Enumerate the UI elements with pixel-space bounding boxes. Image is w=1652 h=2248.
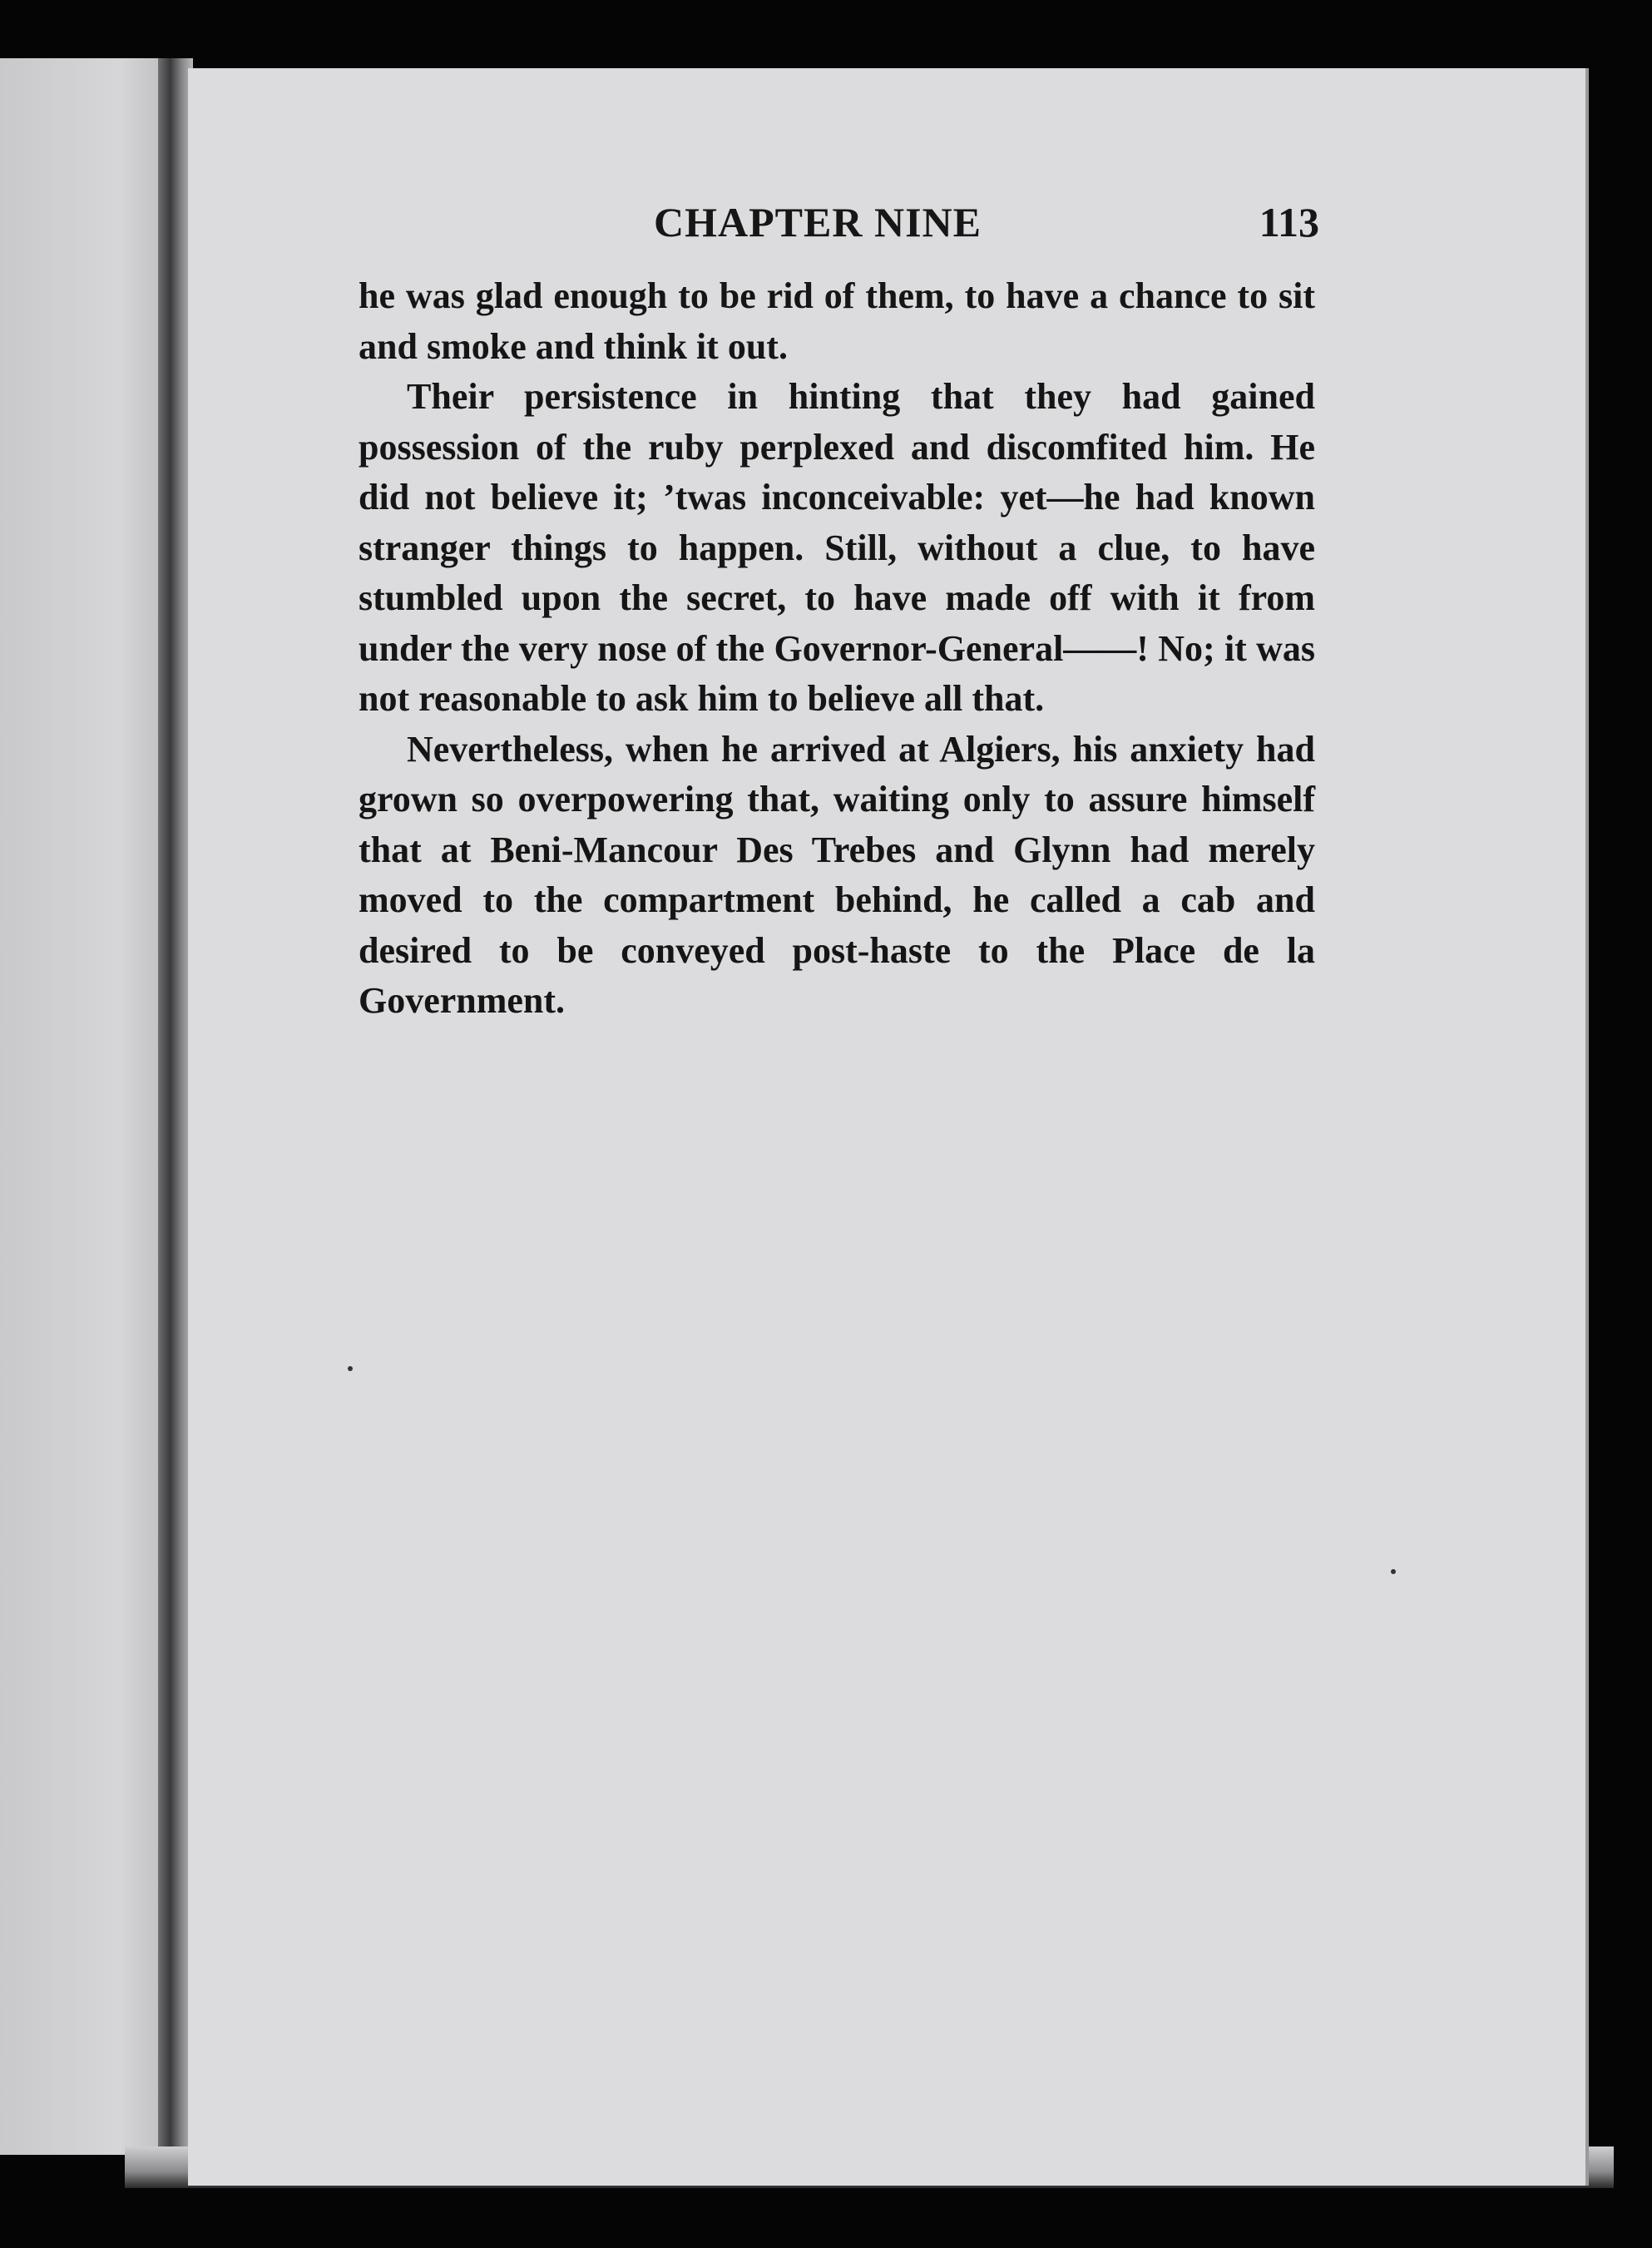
chapter-title: CHAPTER NINE [654, 199, 982, 245]
paragraph-2: Their persistence in hinting that they had gained possession of the ruby perplexed and discomfited him. He did not believe it; ’twas inconceivable: yet—he had known stranger things to happen. Still, without a clue, to have stumbled upon the secret, to have made off with it from under the very nose of the Governor-General——! No; it was not reasonable to ask him to believe all that. [359, 376, 1315, 719]
scan-speck [348, 1366, 353, 1371]
running-header [354, 198, 1319, 256]
left-page-edge [0, 58, 171, 2155]
page-number: 113 [1259, 199, 1319, 245]
body-text [359, 271, 1315, 1027]
paragraph-3: Nevertheless, when he arrived at Algiers, his anxiety had grown so overpowering that, waiting only to assure himself that at Beni-Mancour Des Trebes and Glynn had merely moved to the compartment behind, he called a cab and desired to be conveyed post-haste to the Place de la Government. [359, 728, 1315, 1021]
paragraph-1: he was glad enough to be rid of them, to have a chance to sit and smoke and think it out. [359, 275, 1315, 367]
scan-speck [1391, 1569, 1396, 1574]
